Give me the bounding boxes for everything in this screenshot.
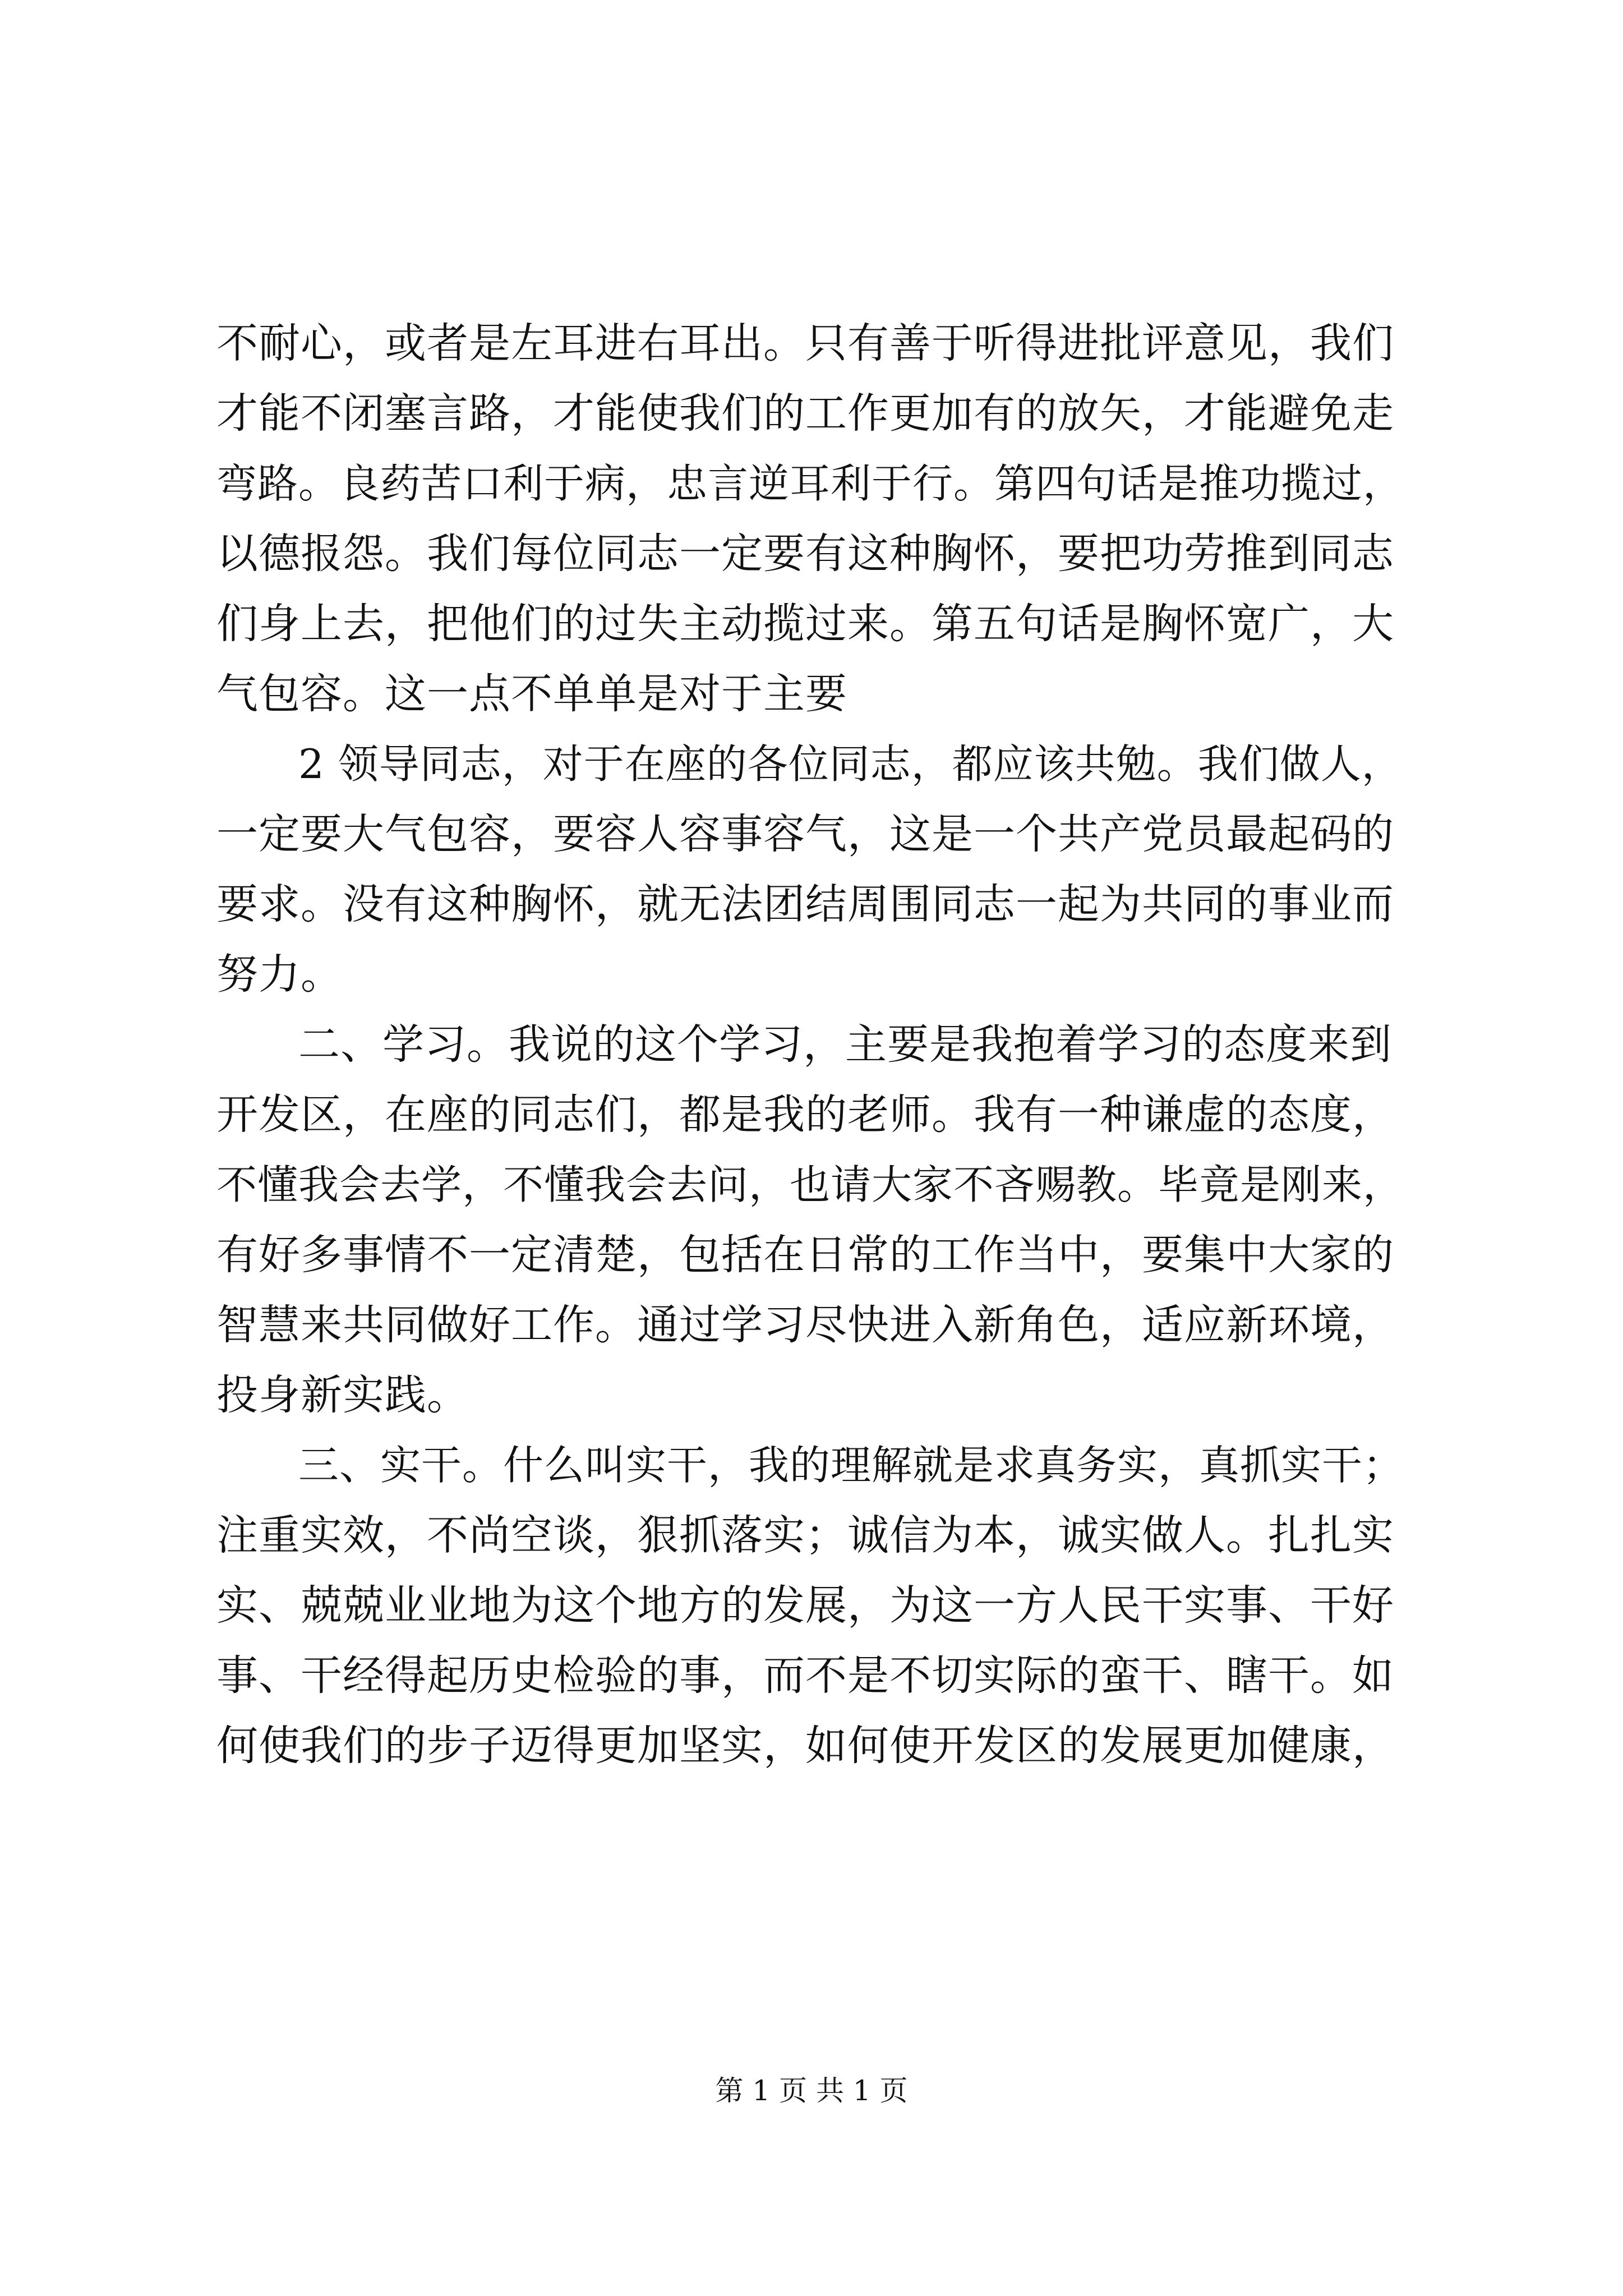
page-footer: 第 1 页 共 1 页 xyxy=(715,2074,908,2107)
text-line: 开发区，在座的同志们，都是我的老师。我有一种谦虚的态度， xyxy=(216,1091,1394,1139)
text-line: 注重实效，不尚空谈，狠抓落实；诚信为本，诚实做人。扎扎实 xyxy=(216,1511,1394,1559)
text-line: 以德报怨。我们每位同志一定要有这种胸怀，要把功劳推到同志 xyxy=(216,530,1394,578)
text-line: 努力。 xyxy=(216,950,343,999)
text-line: 一定要大气包容，要容人容事容气，这是一个共产党员最起码的 xyxy=(216,810,1394,858)
text-line: 们身上去，把他们的过失主动揽过来。第五句话是胸怀宽广，大 xyxy=(216,600,1394,648)
text-line: 实、兢兢业业地为这个地方的发展，为这一方人民干实事、干好 xyxy=(216,1581,1394,1630)
text-line: 气包容。这一点不单单是对于主要 xyxy=(216,670,847,718)
text-line: 才能不闭塞言路，才能使我们的工作更加有的放矢，才能避免走 xyxy=(216,389,1394,438)
text-line: 投身新实践。 xyxy=(216,1371,469,1419)
text-line: 2 领导同志，对于在座的各位同志，都应该共勉。我们做人， xyxy=(298,740,1403,788)
text-line: 何使我们的步子迈得更加坚实，如何使开发区的发展更加健康， xyxy=(216,1722,1394,1770)
text-line: 不耐心，或者是左耳进右耳出。只有善于听得进批评意见，我们 xyxy=(216,319,1394,367)
text-line: 不懂我会去学，不懂我会去问，也请大家不吝赐教。毕竟是刚来， xyxy=(216,1161,1404,1208)
text-line: 智慧来共同做好工作。通过学习尽快进入新角色，适应新环境， xyxy=(216,1301,1394,1349)
text-line: 要求。没有这种胸怀，就无法团结周围同志一起为共同的事业而 xyxy=(216,880,1394,928)
text-line: 三、实干。什么叫实干，我的理解就是求真务实，真抓实干； xyxy=(298,1442,1404,1489)
text-line: 有好多事情不一定清楚，包括在日常的工作当中，要集中大家的 xyxy=(216,1231,1394,1279)
text-line: 事、干经得起历史检验的事，而不是不切实际的蛮干、瞎干。如 xyxy=(216,1651,1394,1700)
text-line: 二、学习。我说的这个学习，主要是我抱着学习的态度来到 xyxy=(298,1020,1392,1069)
text-line: 弯路。良药苦口利于病，忠言逆耳利于行。第四句话是推功揽过， xyxy=(216,460,1404,507)
